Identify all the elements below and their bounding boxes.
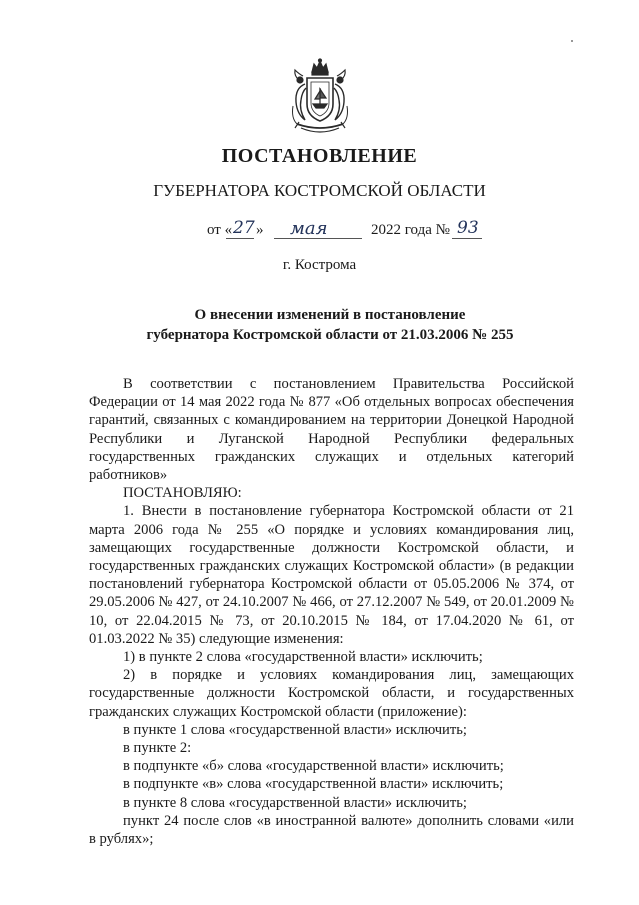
- date-day-handwritten: 27: [233, 218, 255, 238]
- heading-line: О внесении изменений в постановление: [194, 307, 466, 323]
- document-title: ПОСТАНОВЛЕНИЕ: [221, 145, 418, 167]
- date-number-line: [0, 218, 639, 243]
- number-underline: [452, 238, 482, 239]
- scan-speck: [571, 40, 573, 42]
- issuer-line: ГУБЕРНАТОРА КОСТРОМСКОЙ ОБЛАСТИ: [153, 181, 486, 200]
- clause-paragraph: в подпункте «в» слова «государственной власти» исключить;: [123, 776, 504, 793]
- date-month-handwritten: мая: [290, 218, 328, 239]
- clause-paragraph: 2) в порядке и условиях командирования лиц, замещающих государственные должности Костромской области, и государственных гражданских служащих Костромской области (приложение):: [89, 667, 574, 720]
- document-heading: [120, 305, 540, 345]
- document-body: [89, 375, 574, 848]
- clause-paragraph: 1. Внести в постановление губернатора Костромской области от 21 марта 2006 года № 255 «О порядке и условиях командирования лиц, замещающих государственные должности Костромской области, и государственных гражданских служащих Костромской области» (в редакции постановлений губернатора Костромской области от 05.05.2006 № 374, от 29.05.2006 № 427, от 24.10.2007 № 466, от 27.12.2007 № 549, от 20.01.2009 № 10, от 22.04.2015 № 73, от 20.10.2015 № 184, от 17.04.2020 № 61, от 01.03.2022 № 35) следующие изменения:: [89, 503, 574, 647]
- day-underline: [226, 238, 254, 239]
- preamble-paragraph: В соответствии с постановлением Правительства Российской Федерации от 14 мая 2022 года № 877 «Об отдельных вопросах обеспечения гарантий, связанных с командированием на территории Донецкой Народной Республики и Луганской Народной Республики федеральных государственных гражданских служащих и отдельных категорий работников»: [89, 376, 574, 484]
- date-prefix: от «: [207, 222, 233, 238]
- clause-paragraph: в пункте 8 слова «государственной власти» исключить;: [123, 794, 467, 811]
- date-day-close: »: [256, 222, 264, 238]
- clause-paragraph: пункт 24 после слов «в иностранной валюте» дополнить словами «или в рублях»;: [89, 812, 574, 848]
- document-number-handwritten: 93: [457, 218, 479, 238]
- clause-paragraph: в пункте 1 слова «государственной власти» исключить;: [123, 721, 467, 738]
- heading-line: губернатора Костромской области от 21.03.2006 № 255: [146, 327, 514, 343]
- city-line: г. Кострома: [282, 257, 357, 273]
- resolve-keyword: ПОСТАНОВЛЯЮ:: [123, 485, 242, 502]
- month-underline: [274, 238, 362, 239]
- date-year-label: 2022 года №: [371, 222, 450, 238]
- clause-paragraph: 1) в пункте 2 слова «государственной власти» исключить;: [123, 649, 483, 666]
- clause-paragraph: в пункте 2:: [123, 740, 192, 757]
- coat-of-arms-emblem: [285, 58, 355, 140]
- clause-paragraph: в подпункте «б» слова «государственной власти» исключить;: [123, 758, 504, 775]
